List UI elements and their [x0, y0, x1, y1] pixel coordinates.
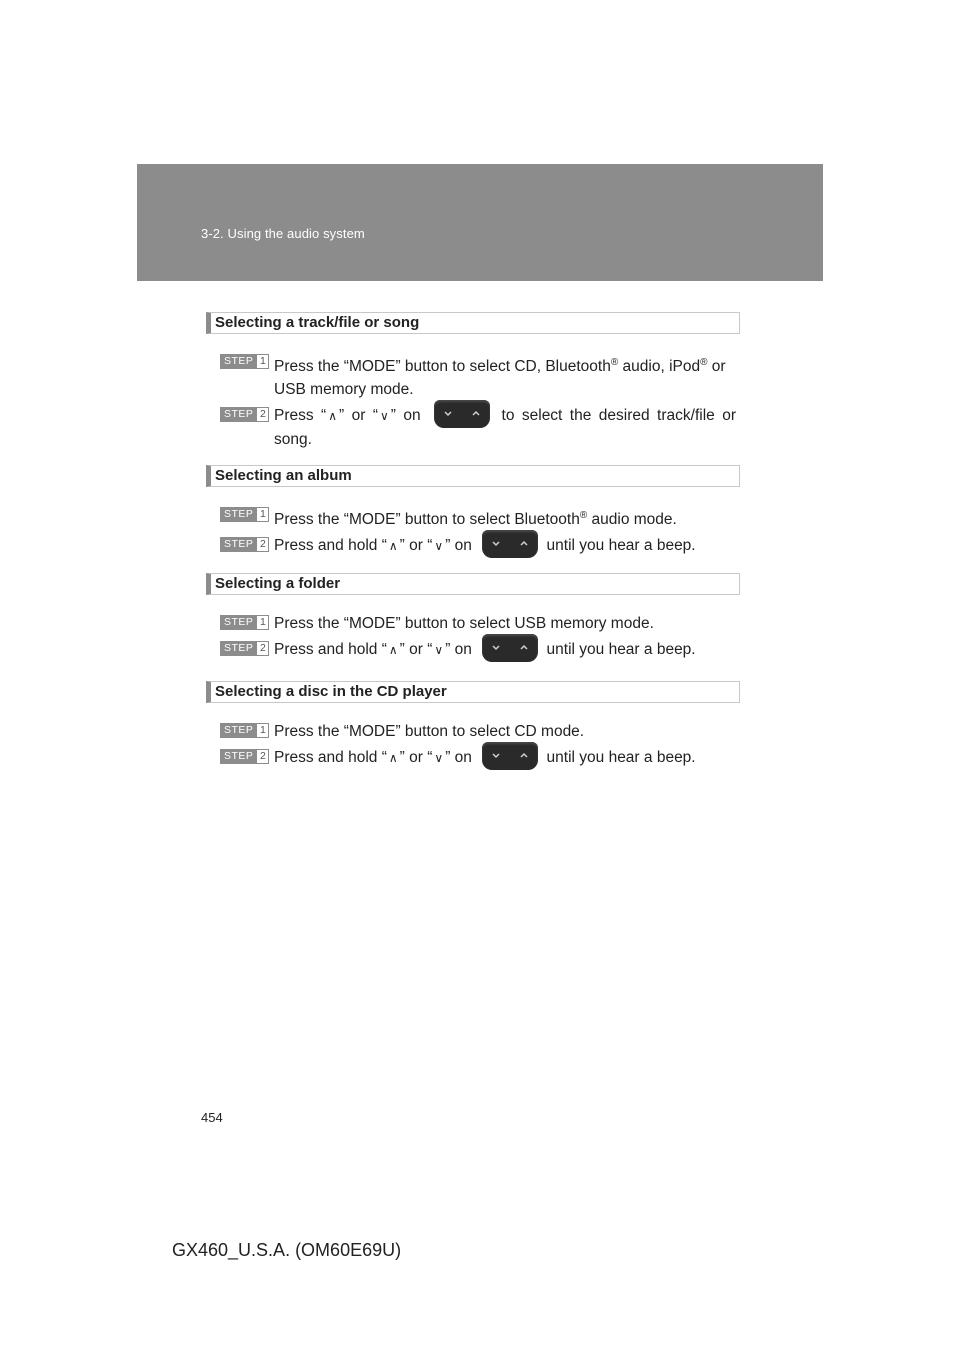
step-badge: STEP 1: [220, 615, 269, 630]
page-number: 454: [201, 1110, 223, 1125]
step-badge: STEP 1: [220, 723, 269, 738]
seek-rocker-button-icon: [482, 530, 538, 558]
seek-rocker-button-icon: [482, 634, 538, 662]
section-select-folder: [206, 573, 740, 662]
section-select-album: [206, 465, 740, 558]
step-2: STEP 2 Press and hold “ ∧ ” or “ ∨ ” on until you hear a beep.: [206, 638, 740, 662]
step-2: STEP 2 Press “ ∧ ” or “ ∨ ” on to select the desired track/file or song.: [206, 404, 740, 451]
step-badge: STEP 2: [220, 749, 269, 764]
chevron-down-icon: ∨: [434, 643, 444, 658]
section-select-track: [206, 312, 740, 451]
section-breadcrumb: 3-2. Using the audio system: [201, 226, 365, 241]
step-badge: STEP 2: [220, 537, 269, 552]
document-code: GX460_U.S.A. (OM60E69U): [172, 1240, 402, 1260]
section-title: Selecting a disc in the CD player: [206, 681, 740, 703]
step-2: STEP 2 Press and hold “ ∧ ” or “ ∨ ” on until you hear a beep.: [206, 746, 740, 770]
step-badge: STEP 2: [220, 407, 269, 422]
chevron-up-icon: ∧: [328, 409, 338, 424]
chevron-down-icon: ∨: [380, 409, 389, 424]
step-1: STEP 1 Press the “MODE” button to select Bluetooth® audio mode.: [206, 504, 740, 531]
seek-rocker-button-icon: [482, 742, 538, 770]
step-badge: STEP 1: [220, 354, 269, 369]
section-title: Selecting a track/file or song: [206, 312, 740, 334]
chevron-up-icon: ∧: [388, 643, 398, 658]
chevron-up-icon: ∧: [388, 539, 398, 554]
step-badge: STEP 2: [220, 641, 269, 656]
step-1: STEP 1 Press the “MODE” button to select CD, Bluetooth® audio, iPod® or USB memory mode.: [206, 351, 740, 401]
section-select-disc: [206, 681, 740, 770]
header-band: [137, 164, 823, 281]
section-title: Selecting an album: [206, 465, 740, 487]
step-1: STEP 1 Press the “MODE” button to select CD mode.: [206, 720, 740, 743]
section-title: Selecting a folder: [206, 573, 740, 595]
chevron-down-icon: ∨: [434, 539, 444, 554]
step-2: STEP 2 Press and hold “ ∧ ” or “ ∨ ” on until you hear a beep.: [206, 534, 740, 558]
step-badge: STEP 1: [220, 507, 269, 522]
chevron-down-icon: ∨: [434, 751, 444, 766]
seek-rocker-button-icon: [434, 400, 490, 428]
chevron-up-icon: ∧: [388, 751, 398, 766]
step-1: STEP 1 Press the “MODE” button to select USB memory mode.: [206, 612, 740, 635]
